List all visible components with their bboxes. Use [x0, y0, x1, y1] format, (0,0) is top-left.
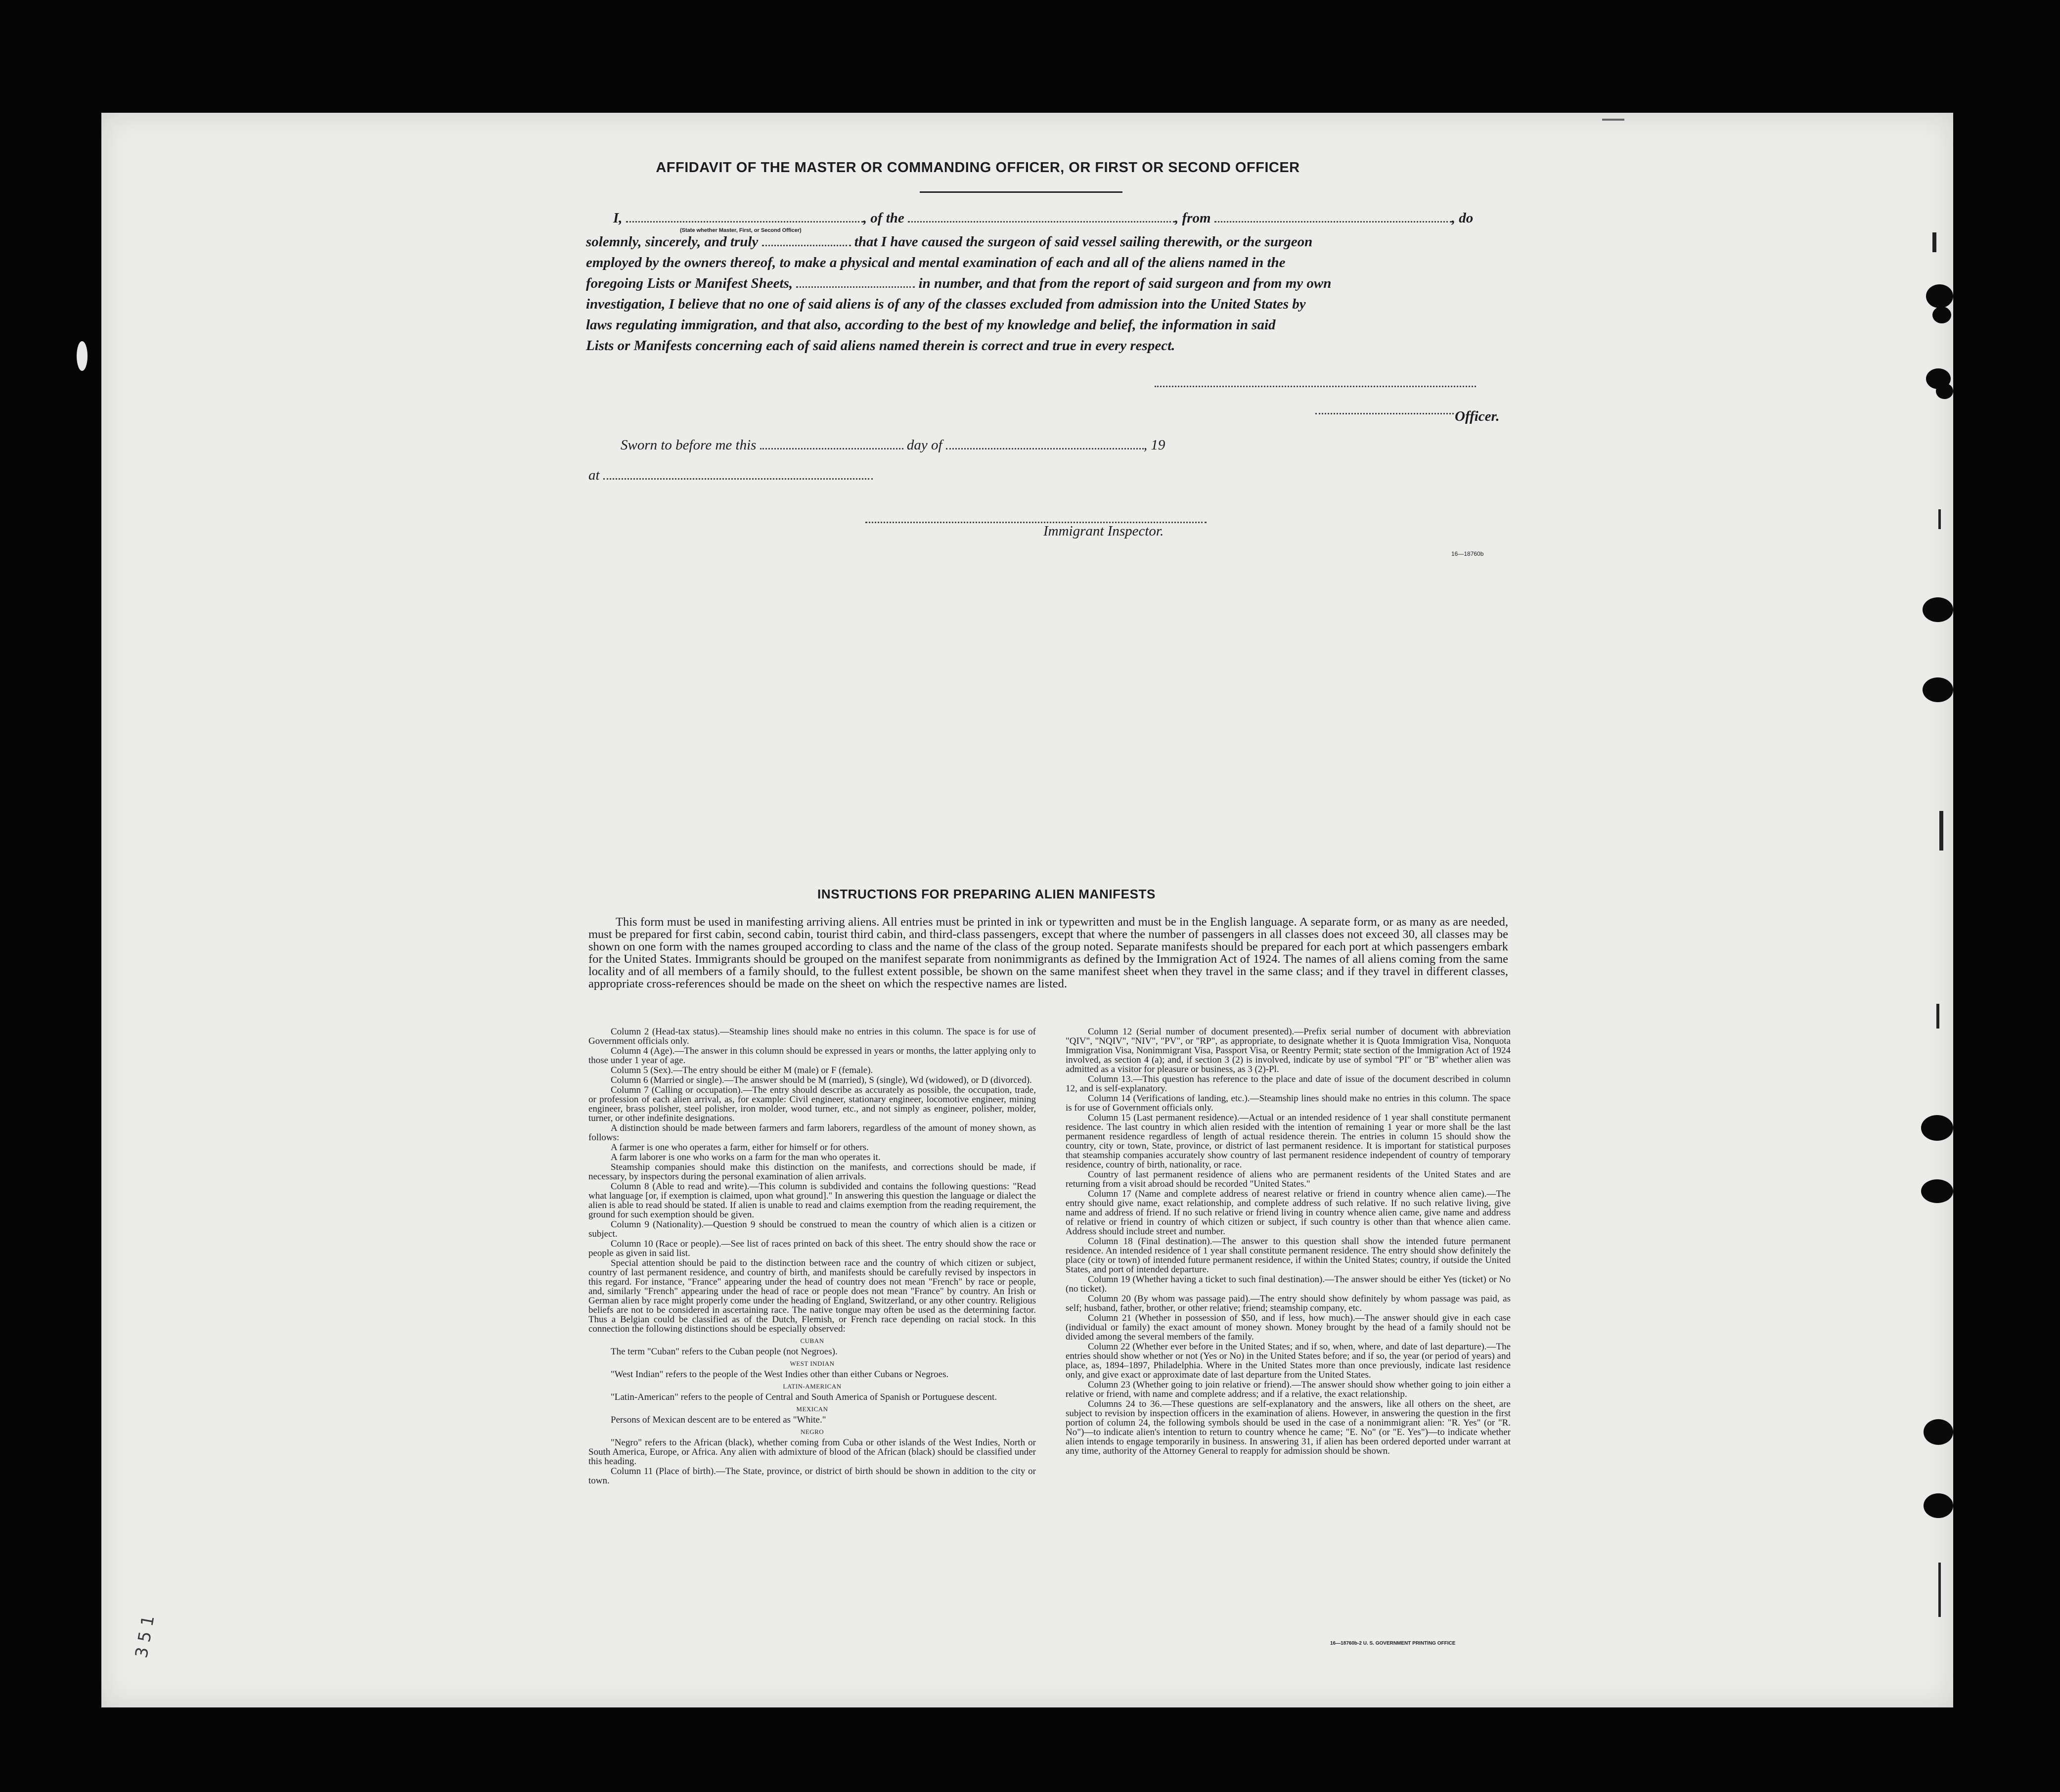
instruction-paragraph: Column 20 (By whom was passage paid).—The entry should show definitely by whom passage was paid, as self; husband, father, brother, or other relative; friend; steamship company, etc.	[1066, 1294, 1511, 1313]
instruction-paragraph: Column 9 (Nationality).—Question 9 should be construed to mean the country of which alien is a citizen or subject.	[588, 1219, 1036, 1239]
mexican-definition: Persons of Mexican descent are to be entered as "White."	[611, 1415, 826, 1425]
year-prefix: , 19	[1143, 437, 1165, 453]
at-place-blank[interactable]	[603, 478, 873, 480]
instructions-intro: This form must be used in manifesting arriving aliens. All entries must be printed in ink or typewritten and must be in the English language. A separate form, or as many as are needed, must be prepared for first cabin, second cabin, tourist third cabin, and third-class passengers, except that where the number of passengers in all classes does not exceed 30, all classes may be shown on one form with the names grouped according to class and the name of the class of the group noted. Separate manifests should be prepared for each port at which passengers embark for the United States. Immigrants should be grouped on the manifest separate from nonimmigrants as defined by the Immigration Act of 1924. The names of all aliens coming from the same locality and of all members of a family should, to the fullest extent possible, be shown on the same manifest sheet when they travel in the same class; and if they travel in different classes, appropriate cross-references should be made on the sheet on which the respective names are listed.	[588, 915, 1508, 990]
vessel-name-blank[interactable]	[908, 221, 1175, 223]
latin-american-heading: LATIN-AMERICAN	[783, 1383, 842, 1390]
binding-hole	[1936, 383, 1953, 399]
west-indian-heading: WEST INDIAN	[790, 1360, 835, 1367]
at-label: at	[588, 467, 600, 483]
affidavit-line-5: investigation, I believe that no one of said aliens is of any of the classes excluded from admission into the United States by	[586, 296, 1306, 312]
sworn-line	[621, 437, 1165, 453]
instructions-right-column	[1066, 1027, 1511, 1456]
instruction-paragraph: Column 22 (Whether ever before in the United States; and if so, when, where, and date of last departure).—The entries should show whether or not (Yes or No) in the United States before; and if so, the year (or period of years) and place, as, 1894–1897, Philadelphia. Where in the United States more than once previously, indicate last residence only, and give exact or approximate date of last departure from the United States.	[1066, 1342, 1511, 1380]
binding-hole	[1923, 677, 1953, 702]
instructions-title: INSTRUCTIONS FOR PREPARING ALIEN MANIFESTS	[817, 887, 1156, 901]
instruction-paragraph: A distinction should be made between farmers and farm laborers, regardless of the amount of money shown, as follows:	[588, 1123, 1036, 1143]
scan-speck	[1936, 1004, 1939, 1029]
binding-hole	[1926, 284, 1953, 308]
instruction-paragraph: A farm laborer is one who works on a farm for the man who operates it.	[611, 1152, 881, 1163]
instruction-paragraph: Column 7 (Calling or occupation).—The entry should describe as accurately as possible, the occupation, trade, or profession of each alien arrival, as, for example: Civil engineer, stationary engineer, locomotive engineer, mining engineer, brass polisher, steel polisher, iron molder, wood turner, etc., and not simply as engineer, polisher, molder, turner, or other indefinite designations.	[588, 1085, 1036, 1123]
instruction-paragraph: Column 14 (Verifications of landing, etc.).—Steamship lines should make no entries in this column. The space is for use of Government officials only.	[1066, 1093, 1511, 1113]
affidavit-do: , do	[1451, 210, 1474, 226]
affidavit-of-the: , of the	[863, 210, 904, 226]
affidavit-line-4	[586, 275, 1331, 292]
west-indian-definition: "West Indian" refers to the people of the West Indies other than either Cubans or Negroes.	[611, 1369, 949, 1380]
affidavit-line-2a: solemnly, sincerely, and truly	[586, 234, 759, 250]
affidavit-title: AFFIDAVIT OF THE MASTER OR COMMANDING OFFICER, OR FIRST OR SECOND OFFICER	[656, 160, 1300, 176]
scan-speck	[1939, 811, 1943, 851]
instruction-paragraph: Column 13.—This question has reference to the place and date of issue of the document described in column 12, and is self-explanatory.	[1066, 1074, 1511, 1094]
scan-speck	[1938, 509, 1941, 529]
at-line	[588, 467, 873, 484]
instruction-paragraph: Country of last permanent residence of aliens who are permanent residents of the United States and are returning from a visit abroad should be recorded "United States."	[1066, 1169, 1511, 1189]
instruction-paragraph: Column 6 (Married or single).—The answer should be M (married), S (single), Wd (widowed), or D (divorced).	[611, 1075, 1032, 1085]
binding-hole	[1924, 1419, 1953, 1445]
affidavit-i: I,	[613, 210, 623, 226]
latin-american-definition: "Latin-American" refers to the people of Central and South America of Spanish or Portuguese descent.	[611, 1392, 997, 1402]
binding-hole	[1923, 597, 1953, 622]
printing-office-footer: 16—18760b-2 U. S. GOVERNMENT PRINTING OFFICE	[1330, 1641, 1456, 1646]
affidavit-line-7: Lists or Manifests concerning each of said aliens named therein is correct and true in every respect.	[586, 338, 1175, 354]
instruction-paragraph: Column 8 (Able to read and write).—This column is subdivided and contains the following questions: "Read what language [or, if exemption is claimed, upon what ground]." In answering this question the language or dialect the alien is able to read should be stated. If alien is unable to read and claims exemption from the reading requirement, the ground for such exemption should be given.	[588, 1181, 1036, 1220]
port-from-blank[interactable]	[1214, 221, 1452, 223]
affidavit-line-6: laws regulating immigration, and that also, according to the best of my knowledge and belief, the information in said	[586, 317, 1276, 333]
instruction-paragraph: Column 5 (Sex).—The entry should be either M (male) or F (female).	[611, 1065, 873, 1075]
instruction-paragraph: Column 15 (Last permanent residence).—Actual or an intended residence of 1 year shall constitute permanent residence. The last country in which alien resided with the intention of remaining 1 year or more shall be the last permanent residence regardless of length of actual residence therein. The entries in column 15 should show the country, city or town, State, province, or district of last permanent residence. It is important for statistical purposes that steamship companies accurately show country of last permanent residence independent of country of temporary residence, country of birth, nationality, or race.	[1066, 1113, 1511, 1170]
cuban-heading: CUBAN	[800, 1337, 824, 1344]
officer-signature-line[interactable]	[1155, 386, 1476, 387]
scan-speck	[77, 341, 88, 371]
instruction-paragraph: Column 23 (Whether going to join relative or friend).—The answer should show whether going to join either a relative or friend, with name and complete address; and if a relative, the exact relationship.	[1066, 1380, 1511, 1399]
negro-heading: NEGRO	[800, 1428, 824, 1435]
sworn-day-blank[interactable]	[760, 448, 903, 449]
binding-hole	[1921, 1115, 1953, 1141]
binding-hole	[1921, 1179, 1953, 1203]
scan-speck	[1938, 1563, 1941, 1617]
instruction-paragraph: Column 2 (Head-tax status).—Steamship lines should make no entries in this column. The space is for use of Government officials only.	[588, 1027, 1036, 1046]
instruction-paragraph: A farmer is one who operates a farm, either for himself or for others.	[611, 1142, 869, 1153]
instruction-paragraph: Column 21 (Whether in possession of $50, and if less, how much).—The answer should give in each case (individual or family) the exact amount of money shown. Money brought by the head of a family should not be divided among the several members of the family.	[1066, 1313, 1511, 1342]
officer-rank-hint: (State whether Master, First, or Second Officer)	[680, 227, 802, 233]
officer-label: Officer.	[1455, 408, 1500, 424]
affidavit-line-2	[586, 234, 1312, 250]
column-11-instruction: Column 11 (Place of birth).—The State, province, or district of birth should be shown in addition to the city or town.	[588, 1466, 1036, 1486]
affidavit-line-4b: in number, and that from the report of said surgeon and from my own	[918, 275, 1332, 291]
margin-handwritten-number: 3 5 1	[132, 1613, 159, 1660]
scan-speck	[1932, 232, 1936, 252]
instruction-paragraph: Column 4 (Age).—The answer in this column should be expressed in years or months, the latter applying only to those under 1 year of age.	[588, 1046, 1036, 1066]
affidavit-line-2b: that I have caused the surgeon of said vessel sailing therewith, or the surgeon	[854, 234, 1313, 250]
day-of-label: day of	[906, 437, 942, 453]
sheet-count-blank[interactable]	[796, 286, 915, 288]
binding-hole	[1924, 1493, 1953, 1518]
affidavit-from: , from	[1175, 210, 1211, 226]
affidavit-line-1	[613, 210, 1473, 226]
instruction-paragraph: Columns 24 to 36.—These questions are self-explanatory and the answers, like all others on the sheet, are subject to revision by inspection officers in the examination of aliens. However, in answering the question in the first portion of column 24, the following symbols should be used in the case of a nonimmigrant alien: "R. Yes" (or "R. No")—to indicate alien's intention to return to country whence he came; "E. No" (or "E. Yes")—to indicate whether alien intends to engage temporarily in business. In answering 31, if alien has been ordered deported under warrant at any time, authority of the Attorney General to reapply for admission should be shown.	[1066, 1399, 1511, 1456]
affidavit-line-4a: foregoing Lists or Manifest Sheets,	[586, 275, 793, 291]
inspector-label: Immigrant Inspector.	[1043, 523, 1164, 539]
instruction-paragraph: Column 18 (Final destination).—The answer to this question shall show the intended future permanent residence. An intended residence of 1 year shall constitute permanent residence. The entry should show definitely the place (city or town) of intended future permanent residence, if within the United States; country, if outside the United States, and port of intended departure.	[1066, 1236, 1511, 1275]
officer-rank-blank[interactable]	[626, 221, 863, 223]
scan-speck	[1602, 119, 1624, 121]
officer-name-line[interactable]	[1315, 413, 1454, 414]
affidavit-line-3: employed by the owners thereof, to make a physical and mental examination of each and all of the aliens named in the	[586, 255, 1286, 270]
binding-hole	[1932, 307, 1951, 323]
sworn-label: Sworn to before me this	[621, 437, 757, 453]
negro-definition: "Negro" refers to the African (black), whether coming from Cuba or other islands of the West Indies, North or South America, Europe, or Africa. Any alien with admixture of blood of the African (black) should be classified under this heading.	[588, 1437, 1036, 1467]
instruction-paragraph: Column 10 (Race or people).—See list of races printed on back of this sheet. The entry should show the race or people as given in said list.	[588, 1239, 1036, 1258]
mexican-heading: MEXICAN	[796, 1405, 828, 1413]
instruction-paragraph: Column 12 (Serial number of document presented).—Prefix serial number of document with abbreviation "QIV", "NQIV", "NIV", "PV", or "RP", as appropriate, to designate whether it is Quota Immigration Visa, Nonquota Immigration Visa, Nonimmigrant Visa, Passport Visa, or Reentry Permit; state section of the Immigration Act of 1924 involved, as section 4 (a); and, if section 3 (2) is involved, indicate by use of symbol "PI" or "B" whether alien was admitted as a visitor for pleasure or business, as 3 (2)-Pl.	[1066, 1027, 1511, 1075]
instruction-paragraph: Steamship companies should make this distinction on the manifests, and corrections should be made, if necessary, by inspectors during the personal examination of alien arrivals.	[588, 1162, 1036, 1182]
form-number: 16—18760b	[1451, 550, 1484, 557]
instruction-paragraph: Special attention should be paid to the distinction between race and the country of which citizen or subject, country of last permanent residence, and country of birth, and manifests should be carefully revised by inspectors in this regard. For instance, "France" appearing under the head of country does not mean "French" by race or people, and, similarly "French" appearing under the head of race or people does not mean "France" by country. An Irish or German alien by race might properly come under the heading of England, Switzerland, or any other country. Religious beliefs are not to be considered in ascertaining race. The native tongue may often be used as the determining factor. Thus a Belgian could be classified as of the Dutch, Flemish, or French race depending on racial stock. In this connection the following distinctions should be especially observed:	[588, 1258, 1036, 1334]
instructions-left-column	[588, 1027, 1036, 1486]
title-underline	[920, 191, 1122, 193]
instruction-paragraph: Column 19 (Whether having a ticket to such final destination).—The answer should be either Yes (ticket) or No (no ticket).	[1066, 1274, 1511, 1294]
cuban-definition: The term "Cuban" refers to the Cuban people (not Negroes).	[611, 1346, 838, 1357]
instruction-paragraph: Column 17 (Name and complete address of nearest relative or friend in country whence alien came).—The entry should give name, exact relationship, and complete address of such relative. If no such relative living, give name and address of friend. If no such relative or friend living in country whence alien came, give name and address of relative or friend in country of which citizen or subject, if such country is other than that whence alien came. Address should include street and number.	[1066, 1189, 1511, 1237]
sworn-month-blank[interactable]	[946, 448, 1144, 449]
swear-blank[interactable]	[762, 245, 851, 246]
